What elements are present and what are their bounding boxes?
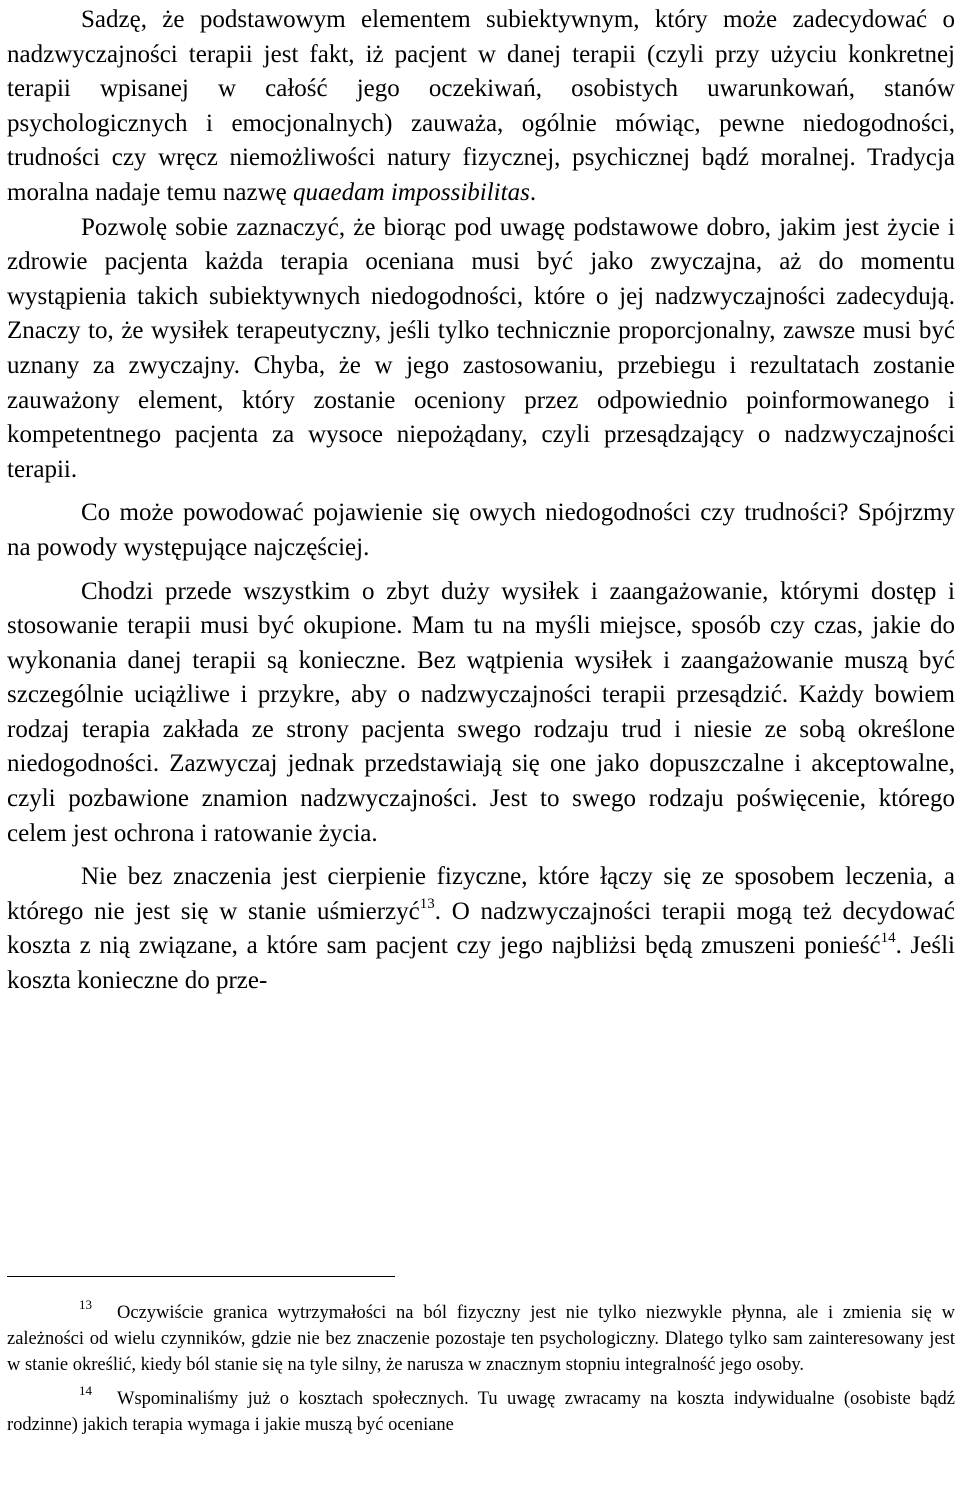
footnote-text: Oczywiście granica wytrzymałości na ból fizyczny jest nie tylko niezwykle płynna, ale i zmienia się w zależności od wielu czynników, gdzie nie bez znaczenie pozostaje ten psychologiczny. Dlatego tylko sam zainteresowany jest w stanie określić, kiedy ból stanie się na tyle silny, że narusza w znacznym stopniu integralność jego osoby. — [7, 1303, 955, 1375]
paragraph-5-part-a: Nie bez znaczenia jest cierpienie fizyczne, które łączy się ze sposobem leczenia, a którego nie jest się w stanie uśmierzyć — [7, 863, 955, 925]
footnote-separator — [7, 1276, 395, 1277]
footnote-ref-13[interactable]: 13 — [419, 895, 435, 912]
paragraph-5-part-b: . O nadzwyczajności terapii mogą też decydować koszta z nią związane, a które sam pacjent czy jego najbliżsi będą zmuszeni ponieść — [7, 897, 955, 960]
latin-term: quaedam impossibilitas — [292, 178, 530, 206]
paragraph-2: Pozwolę sobie zaznaczyć, że biorąc pod uwagę podstawowe dobro, jakim jest życie i zdrowie pacjenta każda terapia oceniana musi być jako zwyczajna, aż do momentu wystąpienia takich subiektywnych niedogodności, które o jej nadzwyczajności zadecydują. Znaczy to, że wysiłek terapeutyczny, jeśli tylko technicznie proporcjonalny, zawsze musi być uznany za zwyczajny. Chyba, że w jego zastosowaniu, przebiegu i rezultatach zostanie zauważony element, który zostanie oceniony przez odpowiednio poinformowanego i kompetentnego pacjenta za wysoce niepożądany, czyli przesądzający o nadzwyczajności terapii. — [7, 213, 955, 483]
page-body — [7, 3, 955, 999]
footnote-14: 14 Wspominaliśmy już o kosztach społecznych. Tu uwagę zwracamy na koszta indywidualne (osobiste bądź rodzinne) jakich terapia wymaga i jakie muszą być oceniane — [7, 1383, 955, 1435]
paragraph-1-end: . — [529, 178, 537, 206]
footnote-text: Wspominaliśmy już o kosztach społecznych. Tu uwagę zwracamy na koszta indywidualne (osobiste bądź rodzinne) jakich terapia wymaga i jakie muszą być oceniane — [7, 1389, 955, 1435]
paragraph-3: Co może powodować pojawienie się owych niedogodności czy trudności? Spójrzmy na powody występujące najczęściej. — [7, 499, 955, 561]
paragraph-4: Chodzi przede wszystkim o zbyt duży wysiłek i zaangażowanie, którymi dostęp i stosowanie terapii musi być okupione. Mam tu na myśli miejsce, sposób czy czas, jakie do wykonania danej terapii są konieczne. Bez wątpienia wysiłek i zaangażowanie muszą być szczególnie uciążliwe i przykre, aby o nadzwyczajności terapii przesądzić. Każdy bowiem rodzaj terapia zakłada ze strony pacjenta swego rodzaju trud i niesie ze sobą określone niedogodności. Zazwyczaj jednak przedstawiają się one jako dopuszczalne i akceptowalne, czyli pozbawione znamion nadzwyczajności. Jest to swego rodzaju poświęcenie, którego celem jest ochrona i ratowanie życia. — [7, 577, 955, 847]
paragraph-5 — [7, 860, 955, 998]
footnote-ref-14[interactable]: 14 — [880, 930, 896, 947]
paragraph-1-text: Sadzę, że podstawowym elementem subiektywnym, który może zadecydować o nadzwyczajności terapii jest fakt, iż pacjent w danej terapii (czyli przy użyciu konkretnej terapii wpisanej w całość jego oczekiwań, osobistych uwarunkowań, stanów psychologicznych i emocjonalnych) zauważa, ogólnie mówiąc, pewne niedogodności, trudności czy wręcz niemożliwości natury fizycznej, psychicznej bądź moralnej. Tradycja moralna nadaje temu nazwę — [7, 6, 955, 206]
paragraph-1 — [7, 3, 955, 211]
footnote-13: 13 Oczywiście granica wytrzymałości na ból fizyczny jest nie tylko niezwykle płynna, ale i zmienia się w zależności od wielu czynników, gdzie nie bez znaczenie pozostaje ten psychologiczny. Dlatego tylko sam zainteresowany jest w stanie określić, kiedy ból stanie się na tyle silny, że narusza w znacznym stopniu integralność jego osoby. — [7, 1297, 955, 1375]
paragraph-5-part-c: . Jeśli koszta konieczne do prze- — [7, 932, 955, 995]
footnotes — [7, 1297, 955, 1438]
